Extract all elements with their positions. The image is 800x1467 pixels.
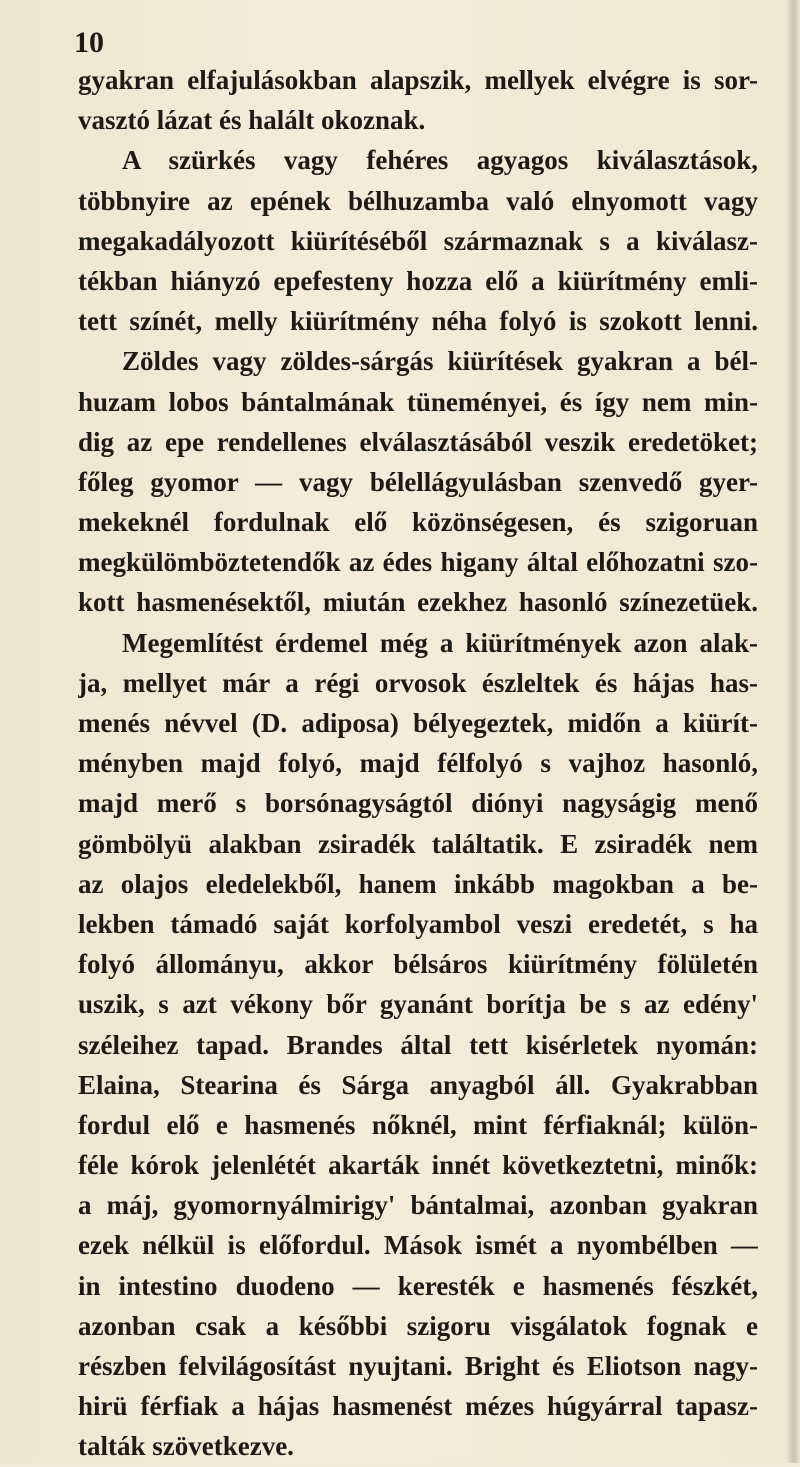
text-line: in intestino duodeno — keresték e hasmenés fészkét, — [78, 1270, 758, 1301]
text-line: huzam lobos bántalmának tüneményei, és így nem min- — [78, 386, 758, 417]
text-line: a máj, gyomornyálmirigy' bántalmai, azonban gyakran — [78, 1190, 758, 1221]
text-line: ja, mellyet már a régi orvosok észleltek és hájas has- — [78, 667, 758, 698]
text-line: dig az epe rendellenes elválasztásából veszik eredetöket; — [78, 426, 758, 457]
text-line: gömbölyü alakban zsiradék találtatik. E zsiradék nem — [78, 828, 758, 859]
text-line: folyó állományu, akkor bélsáros kiürítmény fölületén — [78, 949, 758, 980]
text-line: hirü férfiak a hájas hasmenést mézes húgyárral tapasz- — [78, 1391, 758, 1422]
text-line: majd merő s borsónagyságtól diónyi nagyságig menő — [78, 788, 758, 819]
text-line: vasztó lázat és halált okoznak. — [78, 105, 426, 136]
text-line: főleg gyomor — vagy bélellágyulásban szenvedő gyer- — [78, 466, 758, 497]
text-line: részben felvilágosítást nyujtani. Bright és Eliotson nagy- — [78, 1351, 758, 1381]
text-line: az olajos eledelekből, hanem inkább magokban a be- — [78, 868, 758, 899]
text-line: gyakran elfajulásokban alapszik, mellyek elvégre is sor- — [78, 65, 758, 95]
page-edge — [786, 0, 800, 1463]
text-line: A szürkés vagy fehéres agyagos kiválasztások, — [122, 145, 758, 176]
text-line: többnyire az epének bélhuzamba való elnyomott vagy — [78, 185, 758, 216]
text-line: uszik, s azt vékony bőr gyanánt borítja be s az edény' — [78, 989, 758, 1020]
page-number: 10 — [74, 26, 104, 59]
text-line: Zöldes vagy zöldes-sárgás kiürítések gyakran a bél- — [122, 346, 758, 377]
text-line: tett színét, melly kiürítmény néha folyó is szokott lenni. — [78, 306, 758, 337]
text-line: menés névvel (D. adiposa) bélyegeztek, midőn a kiürít- — [78, 708, 758, 738]
text-line: ményben majd folyó, majd félfolyó s vajhoz hasonló, — [78, 748, 758, 779]
text-line: megakadályozott kiürítéséből származnak s a kiválasz- — [78, 225, 758, 256]
text-line: ezek nélkül is előfordul. Mások ismét a nyombélben — — [78, 1230, 758, 1261]
text-line: megkülömböztetendők az édes higany által előhozatni szo- — [78, 547, 758, 578]
text-line: talták szövetkezve. — [78, 1431, 294, 1462]
text-line: Elaina, Stearina és Sárga anyagból áll. Gyakrabban — [78, 1069, 758, 1100]
text-line: Megemlítést érdemel még a kiürítmények azon alak- — [122, 627, 758, 658]
text-line: mekeknél fordulnak elő közönségesen, és szigoruan — [78, 507, 758, 538]
text-line: azonban csak a későbbi szigoru visgálatok fognak e — [78, 1310, 758, 1341]
text-line: lekben támadó saját korfolyambol veszi eredetét, s ha — [78, 908, 758, 939]
text-line: fordul elő e hasmenés nőknél, mint férfiaknál; külön- — [78, 1109, 758, 1140]
body-text — [78, 60, 758, 1467]
text-line: tékban hiányzó epefesteny hozza elő a kiürítmény emli- — [78, 265, 758, 296]
text-line: széleihez tapad. Brandes által tett kisérletek nyomán: — [78, 1029, 758, 1060]
text-line: kott hasmenésektől, miután ezekhez hasonló színezetüek. — [78, 587, 758, 618]
text-line: féle kórok jelenlétét akarták innét következtetni, minők: — [78, 1150, 758, 1181]
